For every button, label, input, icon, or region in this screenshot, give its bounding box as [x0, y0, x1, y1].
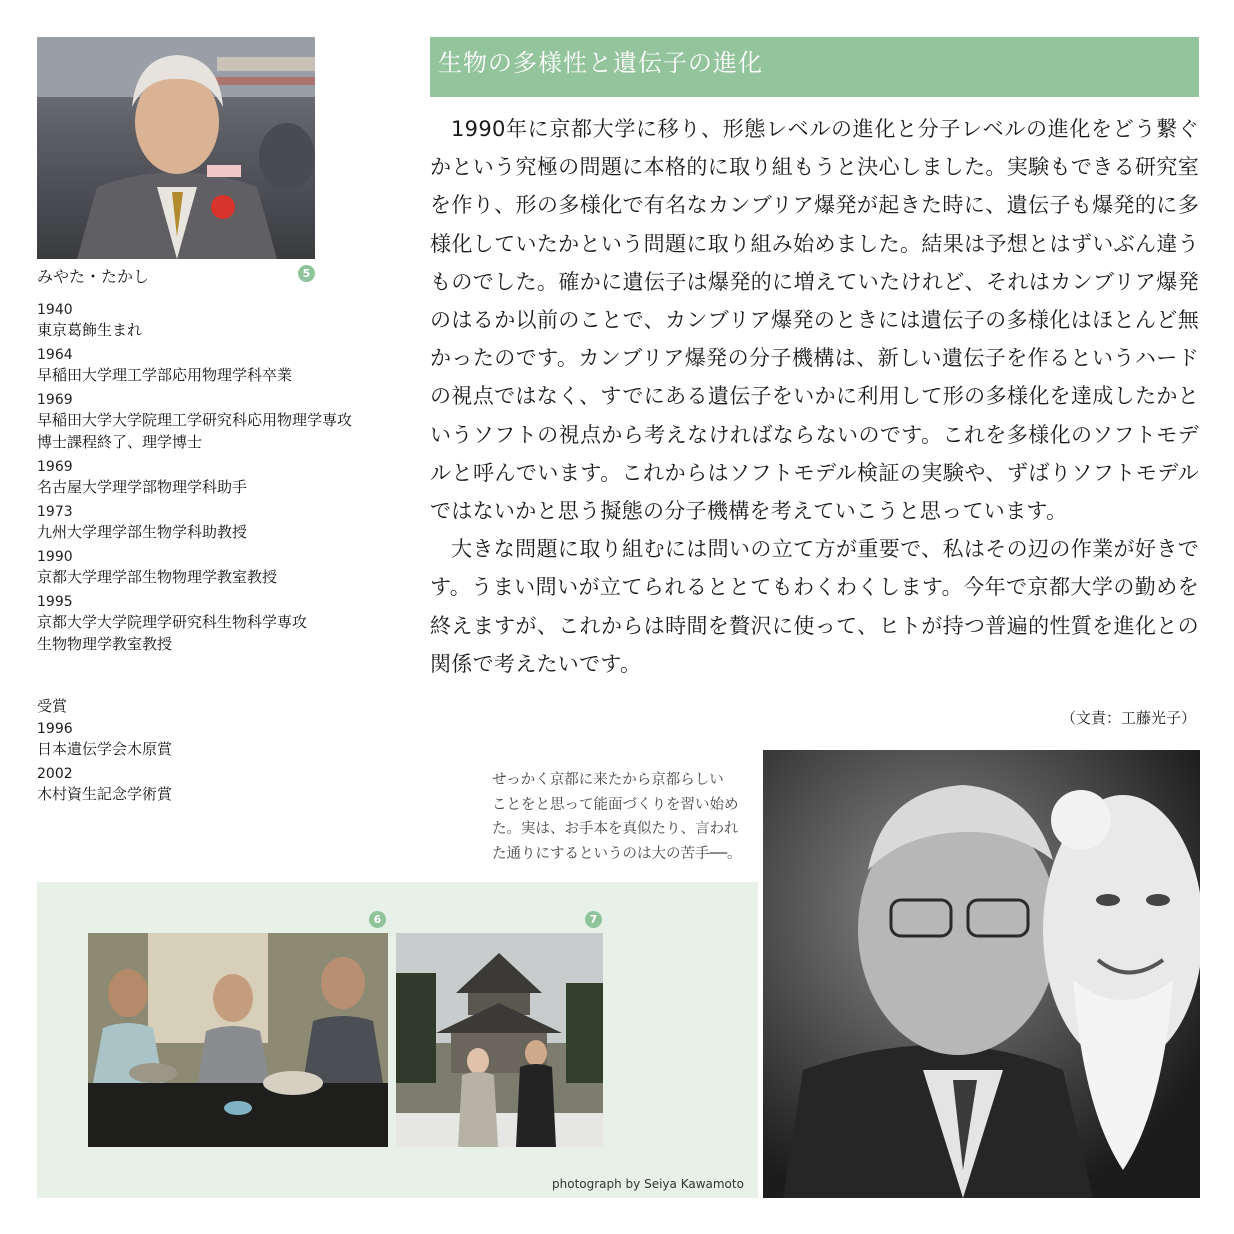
awards-list [37, 695, 417, 811]
bio-entry [37, 392, 417, 453]
biography-list [37, 302, 417, 661]
bio-year: 1969 [37, 459, 73, 475]
photo-number-badge: 5 [298, 265, 315, 282]
bio-year: 1964 [37, 347, 73, 363]
bio-text: 早稲田大学理工学部応用物理学科卒業 [37, 366, 293, 384]
profile-name: みやた・たかし [37, 267, 150, 286]
bio-year: 1990 [37, 549, 73, 565]
bio-text: 九州大学理学部生物学科助教授 [37, 523, 248, 541]
bio-text: 京都大学理学部生物物理学教室教授 [37, 568, 278, 586]
bio-text: 早稲田大学大学院理工学研究科応用物理学専攻 博士課程終了、理学博士 [37, 411, 353, 451]
bio-text: 京都大学大学院理学研究科生物科学専攻 生物物理学教室教授 [37, 613, 308, 653]
bio-year: 1995 [37, 594, 73, 610]
bio-entry [37, 459, 417, 498]
award-year: 1996 [37, 721, 73, 737]
temple-photo [396, 933, 603, 1147]
bio-entry [37, 594, 417, 655]
bio-entry [37, 504, 417, 543]
award-text: 日本遺伝学会木原賞 [37, 740, 173, 758]
award-entry [37, 766, 417, 805]
dinner-photo [88, 933, 388, 1147]
photo-caption: せっかく京都に来たから京都らしい ことをと思って能面づくりを習い始め た。実は、お手本を真似たり、言われ た通りにするというのは大の苦手──。 [492, 772, 742, 862]
bio-text: 名古屋大学理学部物理学科助手 [37, 478, 248, 496]
portrait-photo [37, 37, 315, 259]
award-year: 2002 [37, 766, 73, 782]
bio-entry [37, 302, 417, 341]
awards-heading: 受賞 [37, 697, 68, 715]
bio-year: 1973 [37, 504, 73, 520]
photo-credit: photograph by Seiya Kawamoto [552, 1177, 744, 1191]
article-body [430, 110, 1199, 683]
bio-year: 1969 [37, 392, 73, 408]
article-header [430, 37, 1199, 97]
article-paragraph: 1990年に京都大学に移り、形態レベルの進化と分子レベルの進化をどう繋ぐかという究極の問題に本格的に取り組もうと決心しました。実験もできる研究室を作り、形の多様化で有名なカンブリア爆発が起きた時に、遺伝子も爆発的に多様化していたかという問題に取り組み始めました。結果は予想とはずいぶん違うものでした。確かに遺伝子は爆発的に増えていたけれど、それはカンブリア爆発のはるか以前のことで、カンブリア爆発のときには遺伝子の多様化はほとんど無かったのです。カンブリア爆発の分子機構は、新しい遺伝子を作るというハードの視点ではなく、すでにある遺伝子をいかに利用して形の多様化を達成したかというソフトの視点から考えなければならないのです。これを多様化のソフトモデルと呼んでいます。これからはソフトモデル検証の実験や、ずばりソフトモデルではないかと思う擬態の分子機構を考えていこうと思っています。 [430, 117, 1199, 524]
award-text: 木村資生記念学術賞 [37, 785, 173, 803]
bio-entry [37, 347, 417, 386]
photo-number-badge: 6 [369, 911, 386, 928]
article-paragraph: 大きな問題に取り組むには問いの立て方が重要で、私はその辺の作業が好きです。うまい問いが立てられるととてもわくわくします。今年で京都大学の勤めを終えますが、これからは時間を贅沢に使って、ヒトが持つ普遍的性質を進化との関係で考えたいです。 [430, 537, 1199, 676]
award-entry [37, 721, 417, 760]
photo-number-badge: 7 [585, 911, 602, 928]
bio-text: 東京葛飾生まれ [37, 321, 143, 339]
article-title: 生物の多様性と遺伝子の進化 [438, 49, 763, 77]
bio-entry [37, 549, 417, 588]
noh-mask-portrait [763, 750, 1200, 1198]
bio-year: 1940 [37, 302, 73, 318]
profile-name-row [37, 264, 315, 286]
article-credit: （文責：工藤光子） [1060, 709, 1196, 727]
